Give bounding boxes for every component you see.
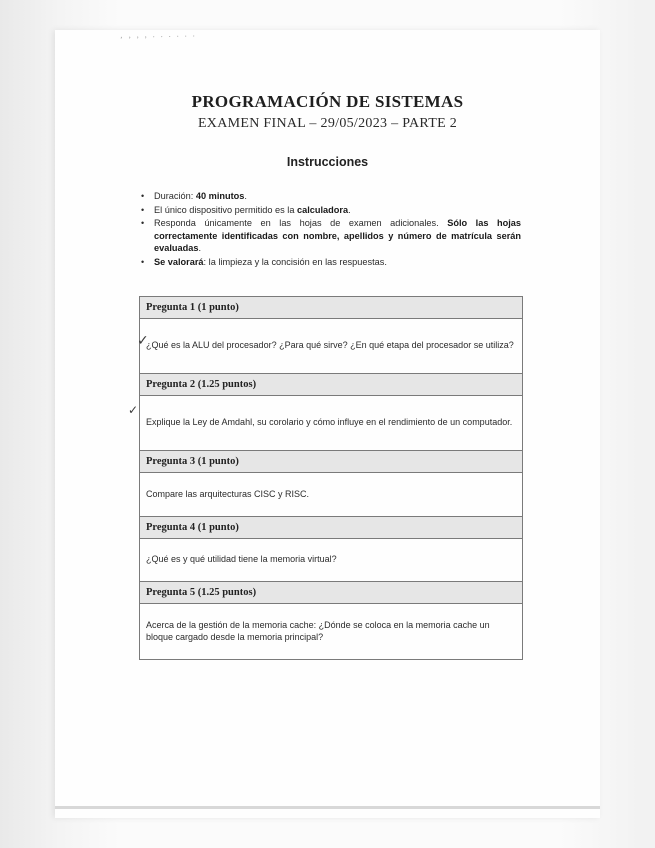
question-1-text: ¿Qué es la ALU del procesador? ¿Para qué sirve? ¿En qué etapa del procesador se utiliza? [146,340,514,351]
question-5-header: Pregunta 5 (1.25 puntos) [140,582,522,604]
question-4-body [140,539,522,582]
questions-table [139,296,523,660]
question-2-body [140,396,522,451]
question-2-header: Pregunta 2 (1.25 puntos) [140,374,522,396]
question-5-text: Acerca de la gestión de la memoria cache: ¿Dónde se coloca en la memoria cache un bloque cargado desde la memoria principal? [146,620,490,642]
instruction-item-device: • El único dispositivo permitido es la calculadora. [141,204,521,217]
question-1-body [140,319,522,374]
exam-title: PROGRAMACIÓN DE SISTEMAS [191,92,464,111]
instruction-item-sheets: • Responda únicamente en las hojas de examen adicionales. Sólo las hojas correctamente identificadas con nombre, apellidos y número de matrícula serán evaluadas. [141,217,521,255]
question-2-text: Explique la Ley de Amdahl, su corolario y cómo influye en el rendimiento de un computador. [146,417,513,428]
sheet-bottom-edge [55,806,600,809]
check-mark-icon: ✓ [137,333,149,349]
check-mark-icon: ✓ [128,403,139,417]
instructions-heading: Instrucciones [286,155,369,169]
question-4-text: ¿Qué es y qué utilidad tiene la memoria virtual? [146,554,337,565]
instruction-item-grading: • Se valorará: la limpieza y la concisión en las respuestas. [141,256,521,269]
question-3-header: Pregunta 3 (1 punto) [140,451,522,473]
question-1-header: Pregunta 1 (1 punto) [140,297,522,319]
question-3-body [140,473,522,517]
question-5-body [140,604,522,660]
question-3-text: Compare las arquitecturas CISC y RISC. [146,488,310,499]
instructions-list [141,190,521,270]
instruction-item-duration: • Duración: 40 minutos. [141,190,521,203]
exam-subtitle: EXAMEN FINAL – 29/05/2023 – PARTE 2 [197,116,458,131]
question-4-header: Pregunta 4 (1 punto) [140,517,522,539]
scan-smudge: ‚ , , , . . . . . . [119,29,197,40]
